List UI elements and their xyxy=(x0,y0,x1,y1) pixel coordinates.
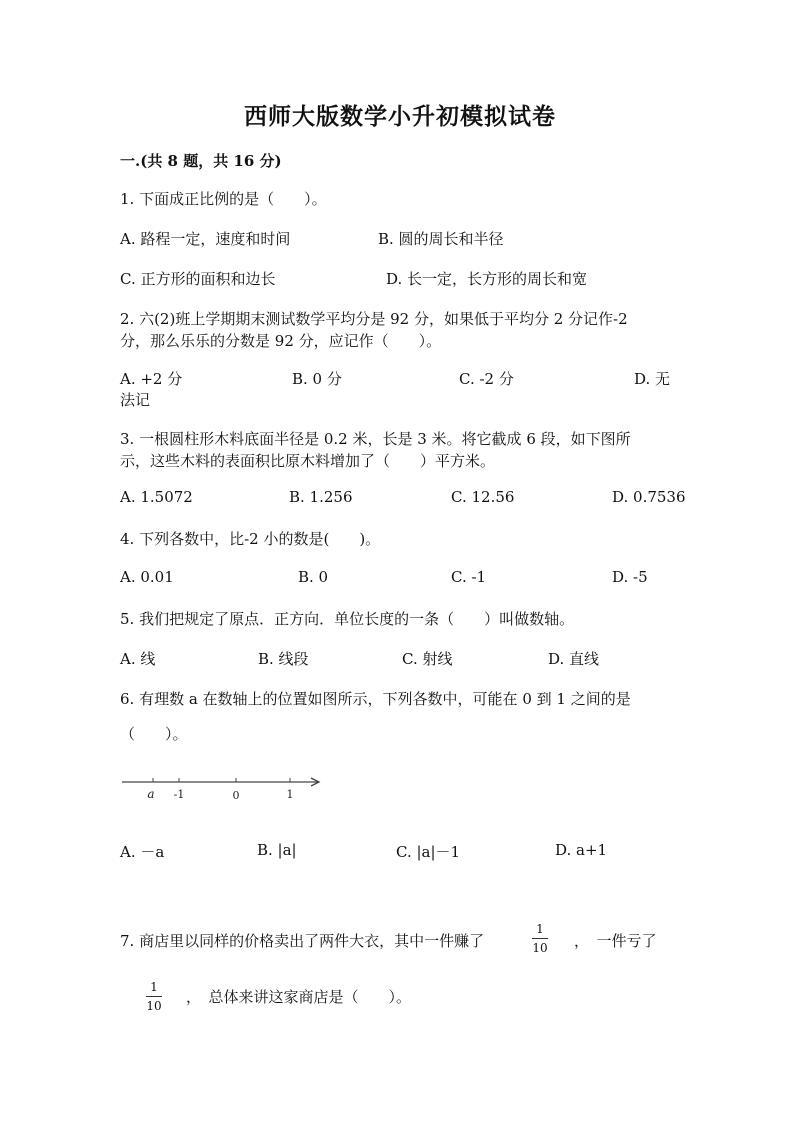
question-4-option-b[interactable]: B. 0 xyxy=(298,568,329,586)
question-7-text-part-2: ， 一件亏了 xyxy=(574,932,657,950)
question-1-option-a[interactable]: A. 路程一定，速度和时间 xyxy=(120,230,291,248)
question-2-option-a[interactable]: A. +2 分 xyxy=(120,370,183,388)
question-7-text-part-3: ， 总体来讲这家商店是（ ）。 xyxy=(186,988,412,1006)
label-a: a xyxy=(147,787,155,801)
label-1: 1 xyxy=(286,788,294,801)
question-5-text: 5. 我们把规定了原点．正方向．单位长度的一条（ ）叫做数轴。 xyxy=(120,610,575,628)
question-2-option-b[interactable]: B. 0 分 xyxy=(292,370,342,388)
question-3-option-d[interactable]: D. 0.7536 xyxy=(612,488,686,506)
question-3-line-2: 示，这些木料的表面积比原木料增加了（ ）平方米。 xyxy=(120,452,496,470)
question-5-option-d[interactable]: D. 直线 xyxy=(548,650,600,668)
label-minus-1: -1 xyxy=(173,788,185,801)
fraction-one-tenth xyxy=(532,922,548,955)
question-3-option-a[interactable]: A. 1.5072 xyxy=(120,488,193,506)
question-6-option-b[interactable]: B. |a| xyxy=(257,841,297,859)
section-heading: 一.(共 8 题，共 16 分) xyxy=(120,152,282,170)
question-5-option-c[interactable]: C. 射线 xyxy=(402,650,453,668)
question-6-option-c[interactable]: C. |a|－1 xyxy=(396,843,461,861)
question-1-option-b[interactable]: B. 圆的周长和半径 xyxy=(378,230,504,248)
question-1-text: 1. 下面成正比例的是（ ）。 xyxy=(120,190,327,208)
fraction-denominator: 10 xyxy=(146,999,162,1013)
page-title: 西师大版数学小升初模拟试卷 xyxy=(244,103,556,130)
question-6-line-2: （ ）。 xyxy=(120,725,188,743)
question-4-option-d[interactable]: D. -5 xyxy=(612,568,648,586)
question-2-option-c[interactable]: C. -2 分 xyxy=(459,370,514,388)
fraction-bar xyxy=(532,938,548,939)
question-4-option-c[interactable]: C. -1 xyxy=(451,568,487,586)
question-7-text-part-1: 7. 商店里以同样的价格卖出了两件大衣，其中一件赚了 xyxy=(120,932,485,950)
label-0: 0 xyxy=(232,789,240,802)
question-2-line-2: 分，那么乐乐的分数是 92 分，应记作（ ）。 xyxy=(120,332,442,350)
question-2-option-d-continued: 法记 xyxy=(120,391,151,409)
fraction-one-tenth-second xyxy=(146,980,162,1013)
number-line-diagram xyxy=(118,770,328,810)
question-2-line-1: 2. 六(2)班上学期期末测试数学平均分是 92 分，如果低于平均分 2 分记作-2 xyxy=(120,310,628,328)
question-5-option-b[interactable]: B. 线段 xyxy=(258,650,309,668)
question-6-option-d[interactable]: D. a+1 xyxy=(555,841,608,859)
question-1-option-d[interactable]: D. 长一定，长方形的周长和宽 xyxy=(386,270,588,288)
question-2-option-d[interactable]: D. 无 xyxy=(634,370,671,388)
fraction-bar xyxy=(146,996,162,997)
question-3-line-1: 3. 一根圆柱形木料底面半径是 0.2 米，长是 3 米。将它截成 6 段，如下图所 xyxy=(120,430,631,448)
question-3-option-b[interactable]: B. 1.256 xyxy=(289,488,353,506)
question-1-option-c[interactable]: C. 正方形的面积和边长 xyxy=(120,270,276,288)
question-3-option-c[interactable]: C. 12.56 xyxy=(451,488,515,506)
fraction-denominator: 10 xyxy=(532,941,548,955)
question-6-line-1: 6. 有理数 a 在数轴上的位置如图所示，下列各数中，可能在 0 到 1 之间的是 xyxy=(120,690,631,708)
question-5-option-a[interactable]: A. 线 xyxy=(120,650,156,668)
fraction-numerator: 1 xyxy=(150,980,158,994)
fraction-numerator: 1 xyxy=(536,922,544,936)
question-4-text: 4. 下列各数中，比-2 小的数是( )。 xyxy=(120,530,381,548)
question-4-option-a[interactable]: A. 0.01 xyxy=(120,568,174,586)
question-6-option-a[interactable]: A. －a xyxy=(120,843,165,861)
